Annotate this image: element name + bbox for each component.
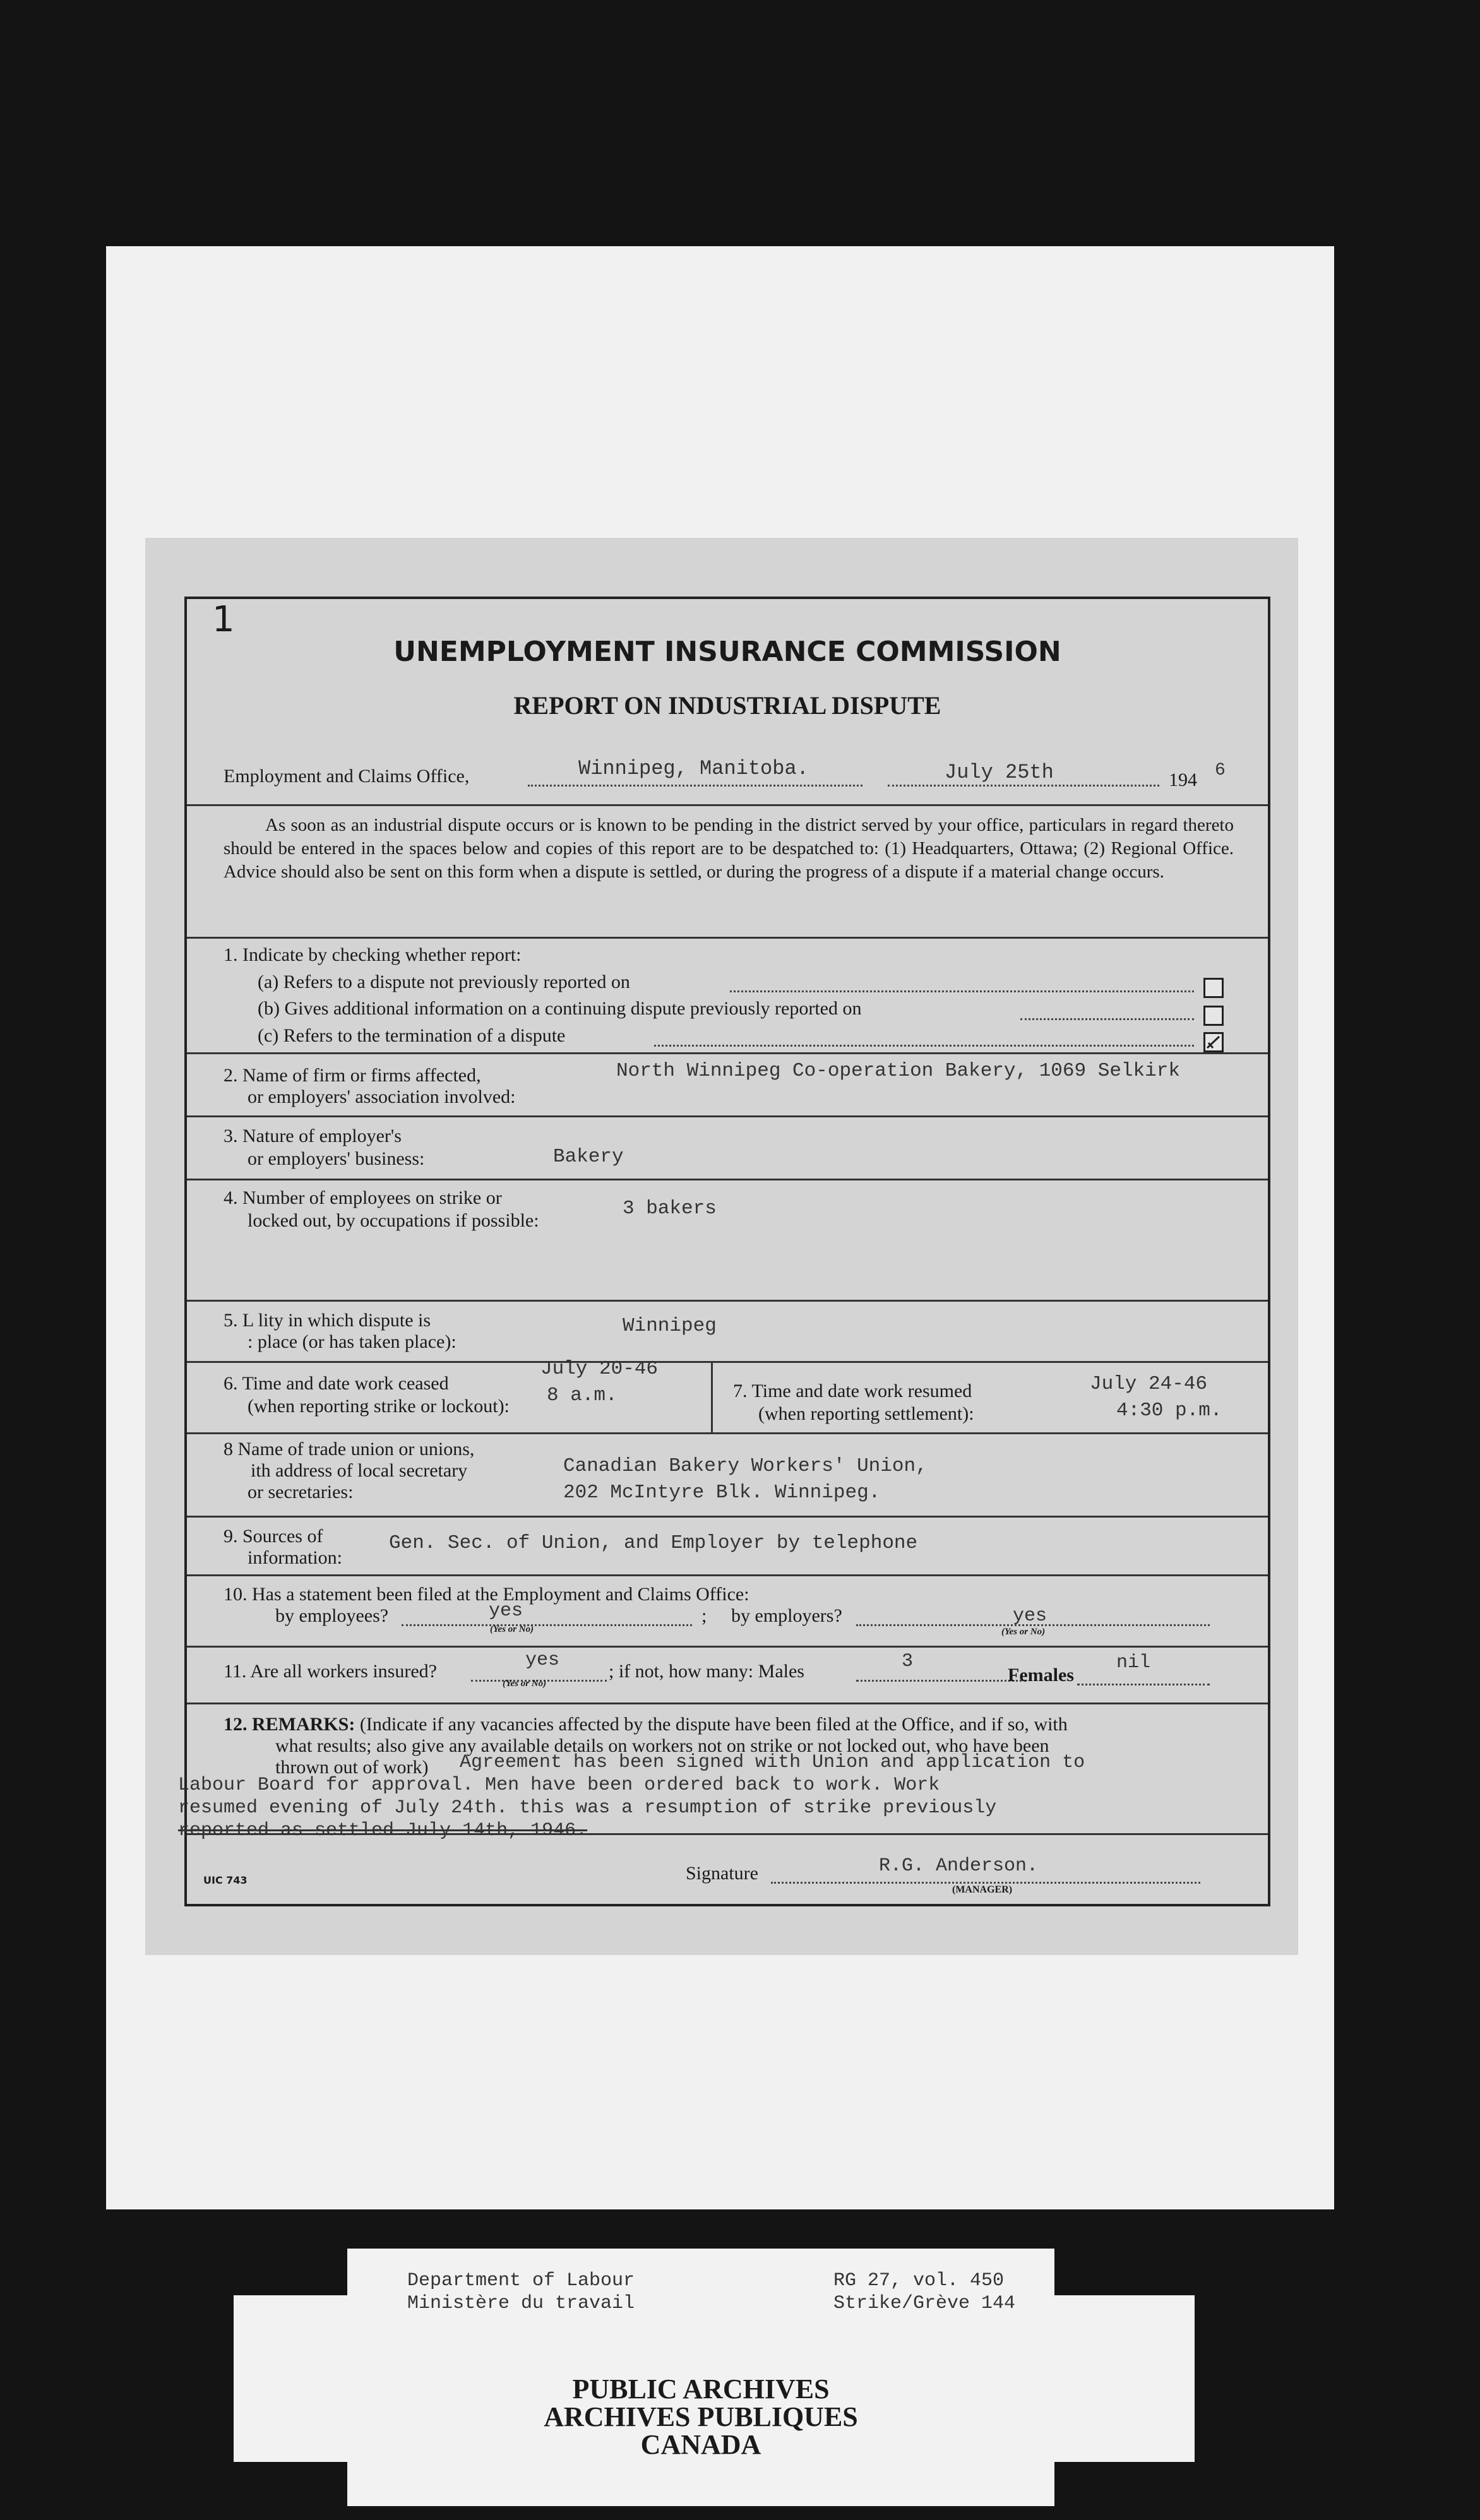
q12-remark-line-1: Agreement has been signed with Union and application to [460, 1752, 1085, 1773]
office-dots [528, 782, 862, 787]
divider [187, 1646, 1268, 1648]
q12-label [224, 1713, 1068, 1737]
q11-label: 11. Are all workers insured? [224, 1661, 437, 1682]
q10-employers-label: by employers? [731, 1605, 842, 1626]
form-code: UIC 743 [203, 1874, 248, 1886]
q11-females-value: nil [1116, 1652, 1151, 1673]
q12-remark-line-4: reported as settled July 14th, 1946. [178, 1820, 588, 1841]
divider [187, 1432, 1268, 1434]
divider [711, 1363, 713, 1432]
q2-label-2: or employers' association involved: [248, 1086, 516, 1107]
q5-label-2: : place (or has taken place): [248, 1331, 457, 1352]
form-subtitle: REPORT ON INDUSTRIAL DISPUTE [513, 691, 941, 720]
divider [187, 1179, 1268, 1180]
q11-ifnot-label: ; if not, how many: Males [609, 1661, 804, 1682]
q12-label-3: thrown out of work) [275, 1757, 429, 1778]
q10-employers-hint: (Yes or No) [1001, 1627, 1046, 1637]
q9-value: Gen. Sec. of Union, and Employer by telephone [389, 1532, 918, 1554]
q6-label-2: (when reporting strike or lockout): [248, 1396, 510, 1417]
q1a-checkbox[interactable] [1203, 978, 1224, 998]
q10-separator: ; [701, 1605, 707, 1626]
q12-head: 12. REMARKS: [224, 1714, 355, 1735]
q1b-checkbox[interactable] [1203, 1006, 1224, 1026]
dept-en: Department of Labour [407, 2270, 635, 2291]
signature-value: R.G. Anderson. [879, 1855, 1039, 1877]
q12-label-2: what results; also give any available details on workers not on strike or not locked out, who have been [275, 1735, 1049, 1756]
archive-label-tab [1054, 2295, 1195, 2462]
q8-union-value: Canadian Bakery Workers' Union, [563, 1455, 928, 1477]
strike-number: Strike/Grève 144 [833, 2293, 1016, 2314]
q12-remark-line-3: resumed evening of July 24th. this was a resumption of strike previously [178, 1797, 997, 1819]
q11-value: yes [525, 1649, 560, 1671]
divider [187, 1052, 1268, 1054]
q1c-dots [654, 1042, 1194, 1047]
divider [187, 1300, 1268, 1302]
q3-value: Bakery [553, 1146, 624, 1168]
corner-mark: 1 [212, 599, 235, 640]
divider [187, 1361, 1268, 1363]
year-prefix: 194 [1169, 770, 1197, 790]
q6-date-value: July 20-46 [540, 1358, 659, 1380]
archive-reference: RG 27, vol. 450 [833, 2270, 1005, 2291]
archive-name-en: PUBLIC ARCHIVES [572, 2374, 830, 2404]
q8-label: 8 Name of trade union or unions, [224, 1439, 475, 1459]
q8-label-3: or secretaries: [248, 1482, 354, 1502]
divider [187, 1574, 1268, 1576]
divider [187, 937, 1268, 939]
q11-hint: (Yes or No) [503, 1679, 547, 1689]
q12-remark-line-2: Labour Board for approval. Men have been ordered back to work. Work [178, 1774, 940, 1796]
q10-employers-value: yes [1013, 1605, 1047, 1627]
q10-employees-label: by employees? [275, 1605, 389, 1626]
divider [187, 1516, 1268, 1518]
q10-employees-value: yes [489, 1600, 523, 1622]
instructions: As soon as an industrial dispute occurs or is known to be pending in the district served by your office, particulars in regard thereto should be entered in the spaces below and copies of this report are to be despatched to: (1) Headquarters, Ottawa; (2) Regional Office. Advice should also be sent on this form when a dispute is settled, or during the progress of a dispute if a material change occurs. [224, 815, 1234, 882]
archive-label-tab [234, 2295, 347, 2462]
q10-employees-hint: (Yes or No) [490, 1624, 534, 1634]
year-suffix: 6 [1215, 761, 1226, 780]
check-mark-icon [1205, 1034, 1222, 1050]
q8-address-value: 202 McIntyre Blk. Winnipeg. [563, 1482, 881, 1504]
q1c-label: (c) Refers to the termination of a dispute [258, 1025, 566, 1046]
q3-label-2: or employers' business: [248, 1148, 425, 1169]
q1a-label: (a) Refers to a dispute not previously reported on [258, 972, 630, 992]
q6-label: 6. Time and date work ceased [224, 1373, 449, 1394]
divider [187, 1115, 1268, 1117]
q7-time-value: 4:30 p.m. [1116, 1400, 1222, 1422]
q1b-label: (b) Gives additional information on a continuing dispute previously reported on [258, 998, 862, 1019]
archive-name-fr: ARCHIVES PUBLIQUES [544, 2401, 858, 2432]
q10-label: 10. Has a statement been filed at the Employment and Claims Office: [224, 1584, 749, 1605]
q3-label: 3. Nature of employer's [224, 1126, 402, 1146]
signature-role: (MANAGER) [952, 1884, 1013, 1895]
q1-label: 1. Indicate by checking whether report: [224, 944, 522, 965]
q1a-dots [730, 988, 1194, 992]
q8-label-2: ith address of local secretary [241, 1460, 468, 1481]
dept-fr: Ministère du travail [407, 2293, 635, 2314]
divider [187, 1703, 1268, 1704]
q11-females-label: Females [1008, 1665, 1074, 1685]
dispute-report-form [178, 597, 1270, 1906]
q4-value: 3 bakers [623, 1198, 717, 1220]
q11-males-dots [856, 1677, 1027, 1682]
archive-label-notch [1054, 2249, 1087, 2295]
q7-label-2: (when reporting settlement): [758, 1403, 974, 1424]
q11-males-value: 3 [902, 1651, 914, 1672]
q5-value: Winnipeg [623, 1315, 717, 1337]
archive-label [347, 2249, 1054, 2506]
q2-value: North Winnipeg Co-operation Bakery, 1069 Selkirk [616, 1060, 1180, 1082]
q1b-dots [1020, 1016, 1194, 1020]
q4-label-2: locked out, by occupations if possible: [248, 1210, 539, 1231]
divider [187, 1833, 1268, 1835]
date-value: July 25th [945, 761, 1054, 784]
office-label: Employment and Claims Office, [224, 766, 470, 787]
signature-label: Signature [686, 1863, 758, 1884]
office-value: Winnipeg, Manitoba. [578, 757, 809, 780]
q1c-checkbox[interactable] [1203, 1032, 1224, 1052]
q4-label: 4. Number of employees on strike or [224, 1187, 502, 1208]
q11-females-dots [1077, 1681, 1210, 1685]
q9-label: 9. Sources of [224, 1526, 323, 1547]
q6-time-value: 8 a.m. [547, 1384, 618, 1406]
q12-label-1: (Indicate if any vacancies affected by the dispute have been filed at the Office, and if so, with [359, 1714, 1068, 1735]
signature-dots [771, 1879, 1200, 1884]
q2-label: 2. Name of firm or firms affected, [224, 1065, 481, 1086]
divider [187, 804, 1268, 806]
q5-label: 5. L lity in which dispute is [224, 1310, 431, 1331]
q9-label-2: information: [248, 1547, 342, 1568]
form-title: UNEMPLOYMENT INSURANCE COMMISSION [393, 636, 1061, 668]
archive-country: CANADA [640, 2429, 761, 2460]
q7-date-value: July 24-46 [1090, 1373, 1208, 1395]
q7-label: 7. Time and date work resumed [733, 1381, 972, 1401]
q10-employees-dots [402, 1622, 692, 1626]
